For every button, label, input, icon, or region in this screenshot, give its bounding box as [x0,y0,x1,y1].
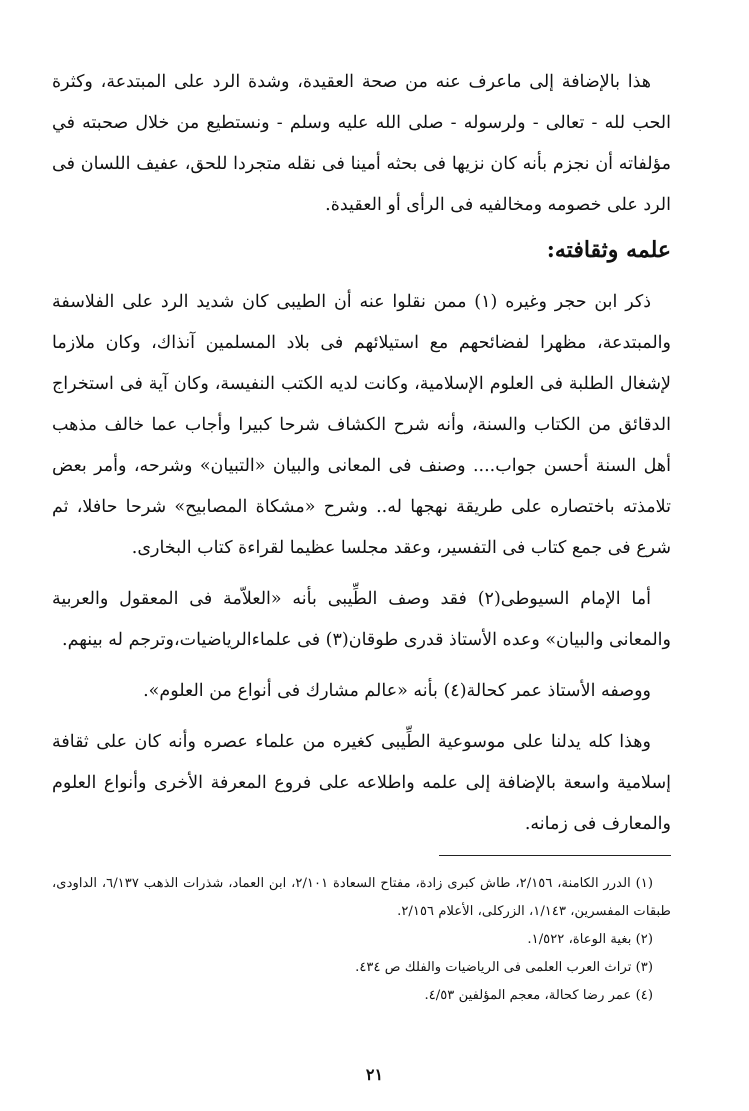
intro-paragraph: هذا بالإضافة إلى ماعرف عنه من صحة العقيدة، وشدة الرد على المبتدعة، وكثرة الحب لله - تعالى - ولرسوله - صلى الله عليه وسلم - ونستطيع من خلال صحبته في مؤلفاته أن نجزم بأنه كان نزيها فى بحثه أمينا فى نقله متجردا للحق، عفيف اللسان فى الرد على خصومه ومخالفيه فى الرأى أو العقيدة. [52,72,671,215]
footnote-4: (٤) عمر رضا كحالة، معجم المؤلفين ٤/٥٣. [424,988,653,1003]
page-number: ٢١ [365,1065,384,1084]
footnote-3: (٣) تراث العرب العلمى فى الرياضيات والفلك ص ٤٣٤. [355,960,653,975]
body-paragraph-3: ووصفه الأستاذ عمر كحالة(٤) بأنه «عالم مشارك فى أنواع من العلوم». [143,681,651,701]
footnote-divider [439,855,671,856]
footnote-1: (١) الدرر الكامنة، ٢/١٥٦، طاش كبرى زادة، مفتاح السعادة ٢/١٠١، ابن العماد، شذرات الذهب ٦/١٣٧، الداودى، طبقات المفسرين، ١/١٤٣، الزركلى، الأعلام ٢/١٥٦. [52,876,671,919]
body-paragraph-2: أما الإمام السيوطى(٢) فقد وصف الطِّيبى بأنه «العلاّمة فى المعقول والعربية والمعانى والبيان» وعده الأستاذ قدرى طوقان(٣) فى علماءالرياضيات،وترجم له بينهم. [52,589,671,650]
body-paragraph-1: ذكر ابن حجر وغيره (١) ممن نقلوا عنه أن الطيبى كان شديد الرد على الفلاسفة والمبتدعة، مظهرا لفضائحهم مع استيلائهم فى بلاد المسلمين آنذاك، وكان ملازما لإشغال الطلبة فى العلوم الإسلامية، وكانت لديه الكتب النفيسة، وكان آية فى استخراج الدقائق من الكتاب والسنة، وأنه شرح الكشاف شرحا كبيرا وأجاب عما خالف مذهب أهل السنة أحسن جواب.... وصنف فى المعانى والبيان «التبيان» وشرحه، وأمر بعض تلامذته باختصاره على طريقة نهجها له.. وشرح «مشكاة المصابيح» شرحا حافلا، ثم شرع فى جمع كتاب فى التفسير، وعقد مجلسا عظيما لقراءة كتاب البخارى. [52,292,671,558]
footnote-2: (٢) بغية الوعاة، ١/٥٢٢. [527,932,653,947]
section-heading: علمه وثقافته: [546,237,671,263]
footnotes [52,870,671,1010]
body-paragraph-4: وهذا كله يدلنا على موسوعية الطِّيبى كغيره من علماء عصره وأنه كان على ثقافة إسلامية واسعة بالإضافة إلى علمه واطلاعه على فروع المعرفة الأخرى وأنواع العلوم والمعارف فى زمانه. [52,732,671,834]
